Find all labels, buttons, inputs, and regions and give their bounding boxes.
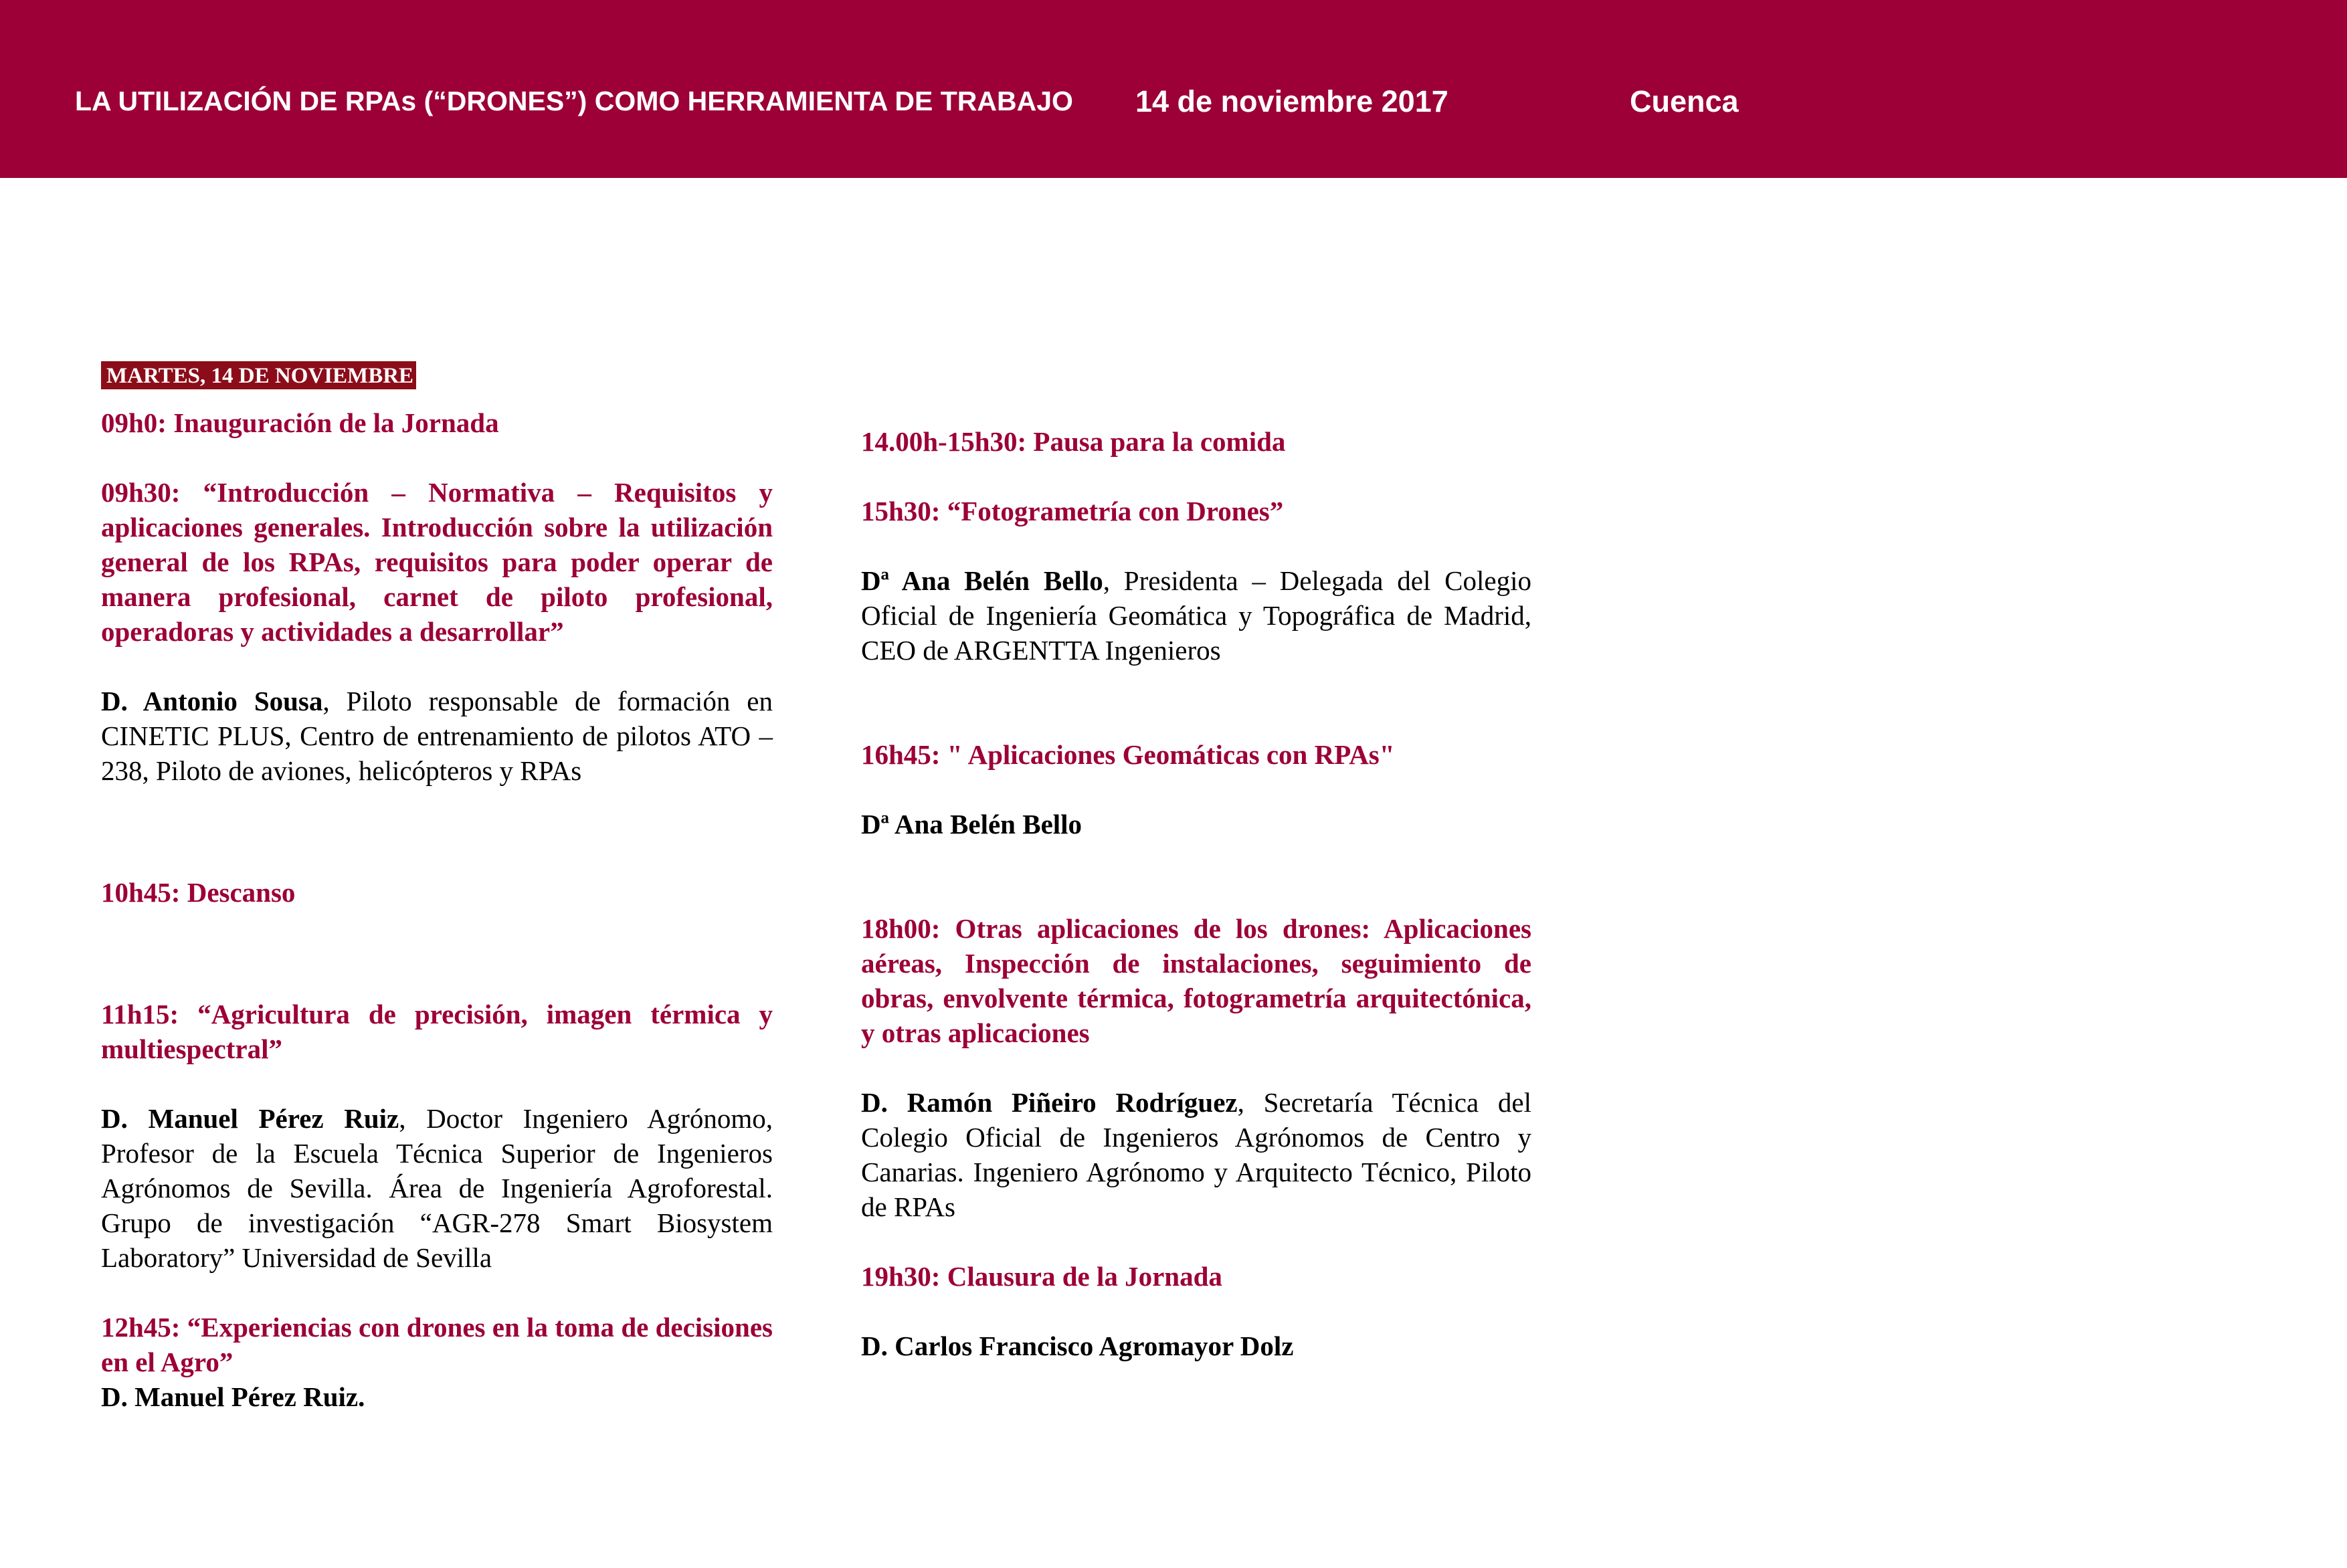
session-title-experiencias: 12h45: “Experiencias con drones en la toma de decisiones en el Agro” [101, 1312, 773, 1377]
speaker-name: D. Manuel Pérez Ruiz [101, 1103, 399, 1134]
speaker-name: D. Ramón Piñeiro Rodríguez [861, 1087, 1238, 1118]
session-title-fotogrametria: 15h30: “Fotogrametría con Drones” [861, 496, 1284, 526]
speaker-name: Dª Ana Belén Bello [861, 809, 1083, 840]
program-left-column [101, 361, 773, 1414]
speaker-name: D. Carlos Francisco Agromayor Dolz [861, 1331, 1294, 1361]
speaker-info [861, 1329, 1531, 1363]
speaker-name: D. Manuel Pérez Ruiz. [101, 1381, 365, 1412]
event-date: 14 de noviembre 2017 [1135, 84, 1448, 118]
header-banner [0, 0, 2347, 178]
speaker-info [861, 1085, 1531, 1224]
session-title-geomaticas: 16h45: " Aplicaciones Geomáticas con RPAs" [861, 739, 1395, 770]
speaker-description: , Presidenta – Delegada del Colegio Oficial de Ingeniería Geomática y Topográfica de Madrid, CEO de ARGENTTA Ingenieros [861, 565, 1532, 666]
speaker-info [861, 807, 1531, 842]
event-city: Cuenca [1630, 84, 1739, 118]
session-title-clausura: 19h30: Clausura de la Jornada [861, 1261, 1222, 1292]
session-title-pausa: 14.00h-15h30: Pausa para la comida [861, 426, 1286, 457]
session-title-introduccion: 09h30: “Introducción – Normativa – Requisitos y aplicaciones generales. Introducción sobre la utilización general de los RPAs, requisitos para poder operar de manera profesional, carnet de piloto profesional, operadoras y actividades a desarrollar” [101, 477, 773, 647]
session-title-otras-aplicaciones: 18h00: Otras aplicaciones de los drones: Aplicaciones aéreas, Inspección de instalaciones, seguimiento de obras, envolvente térmica, fotogrametría arquitectónica, y otras aplicaciones [861, 913, 1531, 1048]
day-label: MARTES, 14 DE NOVIEMBRE [101, 361, 416, 389]
speaker-description: , Doctor Ingeniero Agrónomo, Profesor de la Escuela Técnica Superior de Ingenieros Agrónomos de Sevilla. Área de Ingeniería Agroforestal. Grupo de investigación “AGR-278 Smart Biosystem Laboratory” Universidad de Sevilla [101, 1103, 773, 1273]
speaker-name: Dª Ana Belén Bello [861, 565, 1103, 596]
speaker-info [101, 684, 773, 788]
speaker-info [861, 563, 1531, 668]
speaker-name: D. Antonio Sousa [101, 686, 323, 716]
session-title-descanso: 10h45: Descanso [101, 877, 296, 908]
event-title: LA UTILIZACIÓN DE RPAs (“DRONES”) COMO HERRAMIENTA DE TRABAJO [75, 86, 1073, 116]
speaker-info [101, 1101, 773, 1275]
speaker-description: , Piloto responsable de formación en CINETIC PLUS, Centro de entrenamiento de pilotos ATO – 238, Piloto de aviones, helicópteros y RPAs [101, 686, 773, 786]
session-title-inauguracion: 09h0: Inauguración de la Jornada [101, 407, 499, 438]
speaker-description: , Secretaría Técnica del Colegio Oficial de Ingenieros Agrónomos de Centro y Canarias. Ingeniero Agrónomo y Arquitecto Técnico, Piloto de RPAs [861, 1087, 1531, 1222]
program-right-column [861, 424, 1531, 1363]
session-title-agricultura: 11h15: “Agricultura de precisión, imagen térmica y multiespectral” [101, 999, 773, 1064]
speaker-info [101, 1379, 773, 1414]
